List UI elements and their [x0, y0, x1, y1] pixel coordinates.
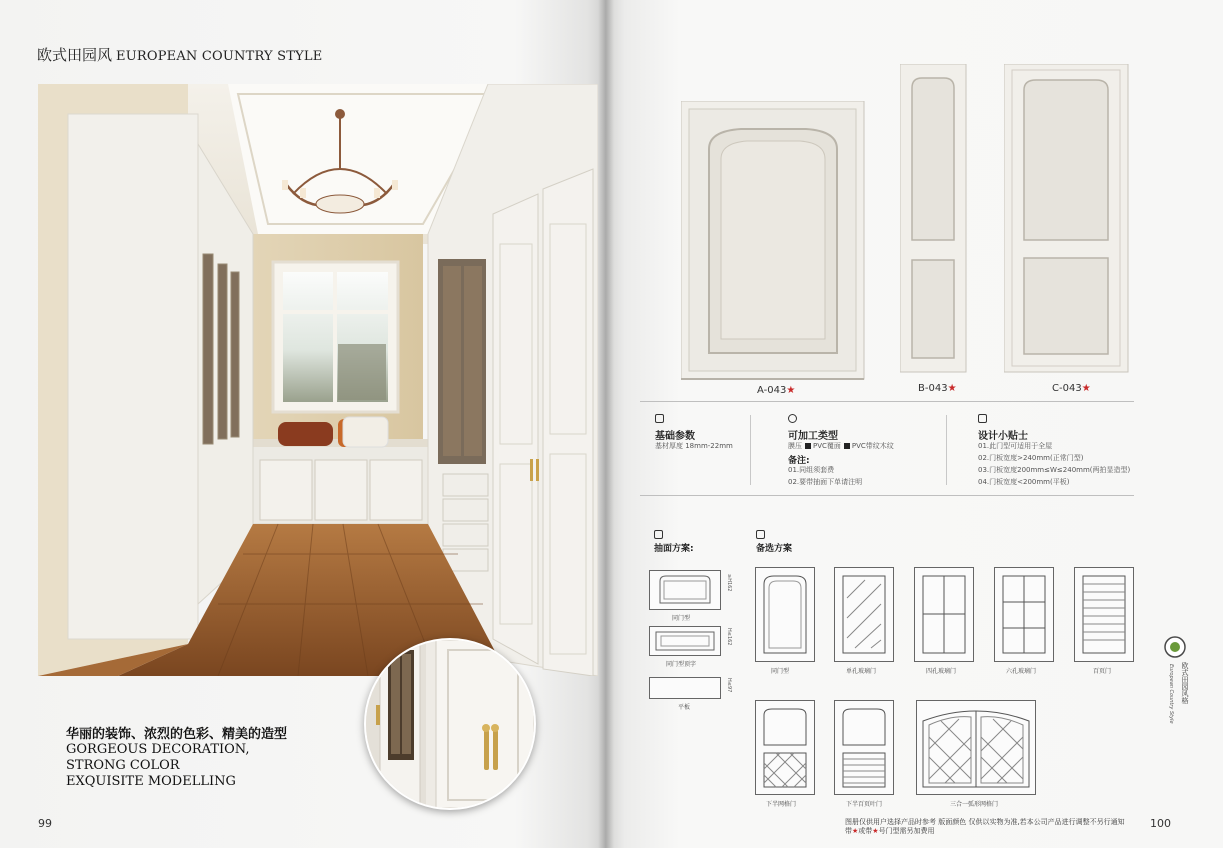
- door-code-text: A-043: [757, 385, 787, 396]
- drawer-option-label: 平板: [678, 704, 691, 711]
- tips-line: 03.门板宽度200mm≤W≤240mm(两拍显造型): [978, 466, 1131, 474]
- alt-door-thumb: [1074, 567, 1134, 662]
- title-cn: 欧式田园风: [37, 46, 113, 64]
- alt-door-thumb: [834, 700, 894, 795]
- left-page: [0, 0, 606, 848]
- spec-process-title: 可加工类型: [788, 431, 838, 442]
- alt-door-label: 同门型: [771, 668, 790, 675]
- footnote-text: 号门型需另加费用: [878, 827, 935, 835]
- star-icon: ★: [786, 385, 796, 396]
- drawer-option-label: 同门型顶字: [666, 661, 697, 668]
- tips-line: 01.此门型可适用于全屋: [978, 442, 1053, 450]
- alt-door-label: 百页门: [1093, 668, 1112, 675]
- drawer-option-thumb: [649, 626, 721, 656]
- page-title: [37, 44, 322, 65]
- alt-door-label: 四孔玻璃门: [926, 668, 957, 675]
- star-icon: ★: [1081, 383, 1091, 394]
- alt-door-thumb: [994, 567, 1054, 662]
- alt-section-title: 备选方案: [756, 544, 793, 554]
- drawer-side-label: ≥H162: [726, 574, 732, 592]
- drawer-option-thumb: [649, 570, 721, 610]
- spec-basic-title: 基础参数: [655, 431, 695, 442]
- title-en: EUROPEAN COUNTRY STYLE: [116, 49, 323, 64]
- alt-door-label: 三合一弧形网格门: [950, 801, 999, 808]
- walk-in-closet-photo: [38, 84, 598, 676]
- handle-detail-photo: [364, 638, 536, 810]
- page-number-right: 100: [1150, 817, 1171, 830]
- drawer-side-label: H≤97: [726, 678, 732, 693]
- process-option: PVC覆面: [813, 442, 841, 450]
- door-code-c: [1052, 383, 1091, 394]
- tagline-en-line: EXQUISITE MODELLING: [66, 774, 236, 789]
- side-tab-en: European Country Style: [1168, 664, 1174, 724]
- star-icon: ★: [947, 383, 957, 394]
- spec-basic-line: 基材厚度 18mm-22mm: [655, 442, 733, 450]
- page-number-left: 99: [38, 817, 52, 830]
- drawer-icon: [654, 530, 663, 539]
- spec-tips-title: 设计小贴士: [978, 431, 1028, 442]
- footnote-text: 带: [845, 827, 852, 835]
- edit-icon: [655, 414, 664, 423]
- door-code-b: [918, 383, 957, 394]
- door-image-c: [1004, 64, 1130, 374]
- spec-process-line: [788, 441, 894, 452]
- door-image-b: [900, 64, 968, 374]
- alt-door-thumb: [914, 567, 974, 662]
- tips-line: 04.门板宽度<200mm(平板): [978, 478, 1070, 486]
- note-line: 02.要带抽面下单请注明: [788, 478, 863, 486]
- document-icon: [978, 414, 987, 423]
- tagline-cn: 华丽的装饰、浓烈的色彩、精美的造型: [66, 727, 288, 742]
- footnote: [845, 818, 1125, 836]
- book-gutter: [598, 0, 614, 848]
- process-prefix: 膜压: [788, 442, 802, 450]
- drawer-section-title: 抽面方案:: [654, 544, 694, 554]
- divider-bottom: [640, 495, 1134, 496]
- footnote-line: 图册仅供用户选择产品时参考 版面颜色 仅供以实物为准,若本公司产品进行调整不另行通知: [845, 818, 1125, 826]
- door-code-a: [757, 385, 795, 396]
- square-bullet-icon: [805, 443, 811, 449]
- tagline-en-line: STRONG COLOR: [66, 758, 180, 773]
- tagline-en: [66, 742, 249, 790]
- square-bullet-icon: [844, 443, 850, 449]
- alt-door-label: 六孔玻璃门: [1006, 668, 1037, 675]
- divider-top: [640, 401, 1134, 402]
- divider-vertical: [750, 415, 751, 485]
- door-image-a: [681, 101, 866, 381]
- side-tab-cn: 欧式田园风格: [1181, 662, 1189, 704]
- alt-door-thumb: [755, 567, 815, 662]
- door-code-text: B-043: [918, 383, 948, 394]
- star-icon: ★: [852, 827, 859, 835]
- alt-door-thumb: [755, 700, 815, 795]
- tagline-en-line: GORGEOUS DECORATION,: [66, 742, 250, 757]
- alt-door-label: 下半百页叶门: [846, 801, 883, 808]
- drawer-option-label: 同门型: [672, 615, 691, 622]
- alt-door-thumb: [916, 700, 1036, 795]
- process-option: PVC带纹木纹: [851, 442, 894, 450]
- star-icon: ★: [872, 827, 879, 835]
- note-line: 01.同组须套费: [788, 466, 835, 474]
- note-title: 备注:: [788, 456, 810, 466]
- alt-door-label: 下半网格门: [766, 801, 797, 808]
- footnote-text: 或带: [858, 827, 873, 835]
- divider-vertical: [946, 415, 947, 485]
- drawer-side-label: H≤162: [726, 628, 732, 646]
- alt-door-thumb: [834, 567, 894, 662]
- door-code-text: C-043: [1052, 383, 1082, 394]
- alt-door-label: 单孔玻璃门: [846, 668, 877, 675]
- drawer-option-thumb: [649, 677, 721, 699]
- checklist-icon: [756, 530, 765, 539]
- tips-line: 02.门板宽度>240mm(正常门型): [978, 454, 1084, 462]
- gear-icon: [788, 414, 797, 423]
- footnote-line: [845, 827, 1125, 836]
